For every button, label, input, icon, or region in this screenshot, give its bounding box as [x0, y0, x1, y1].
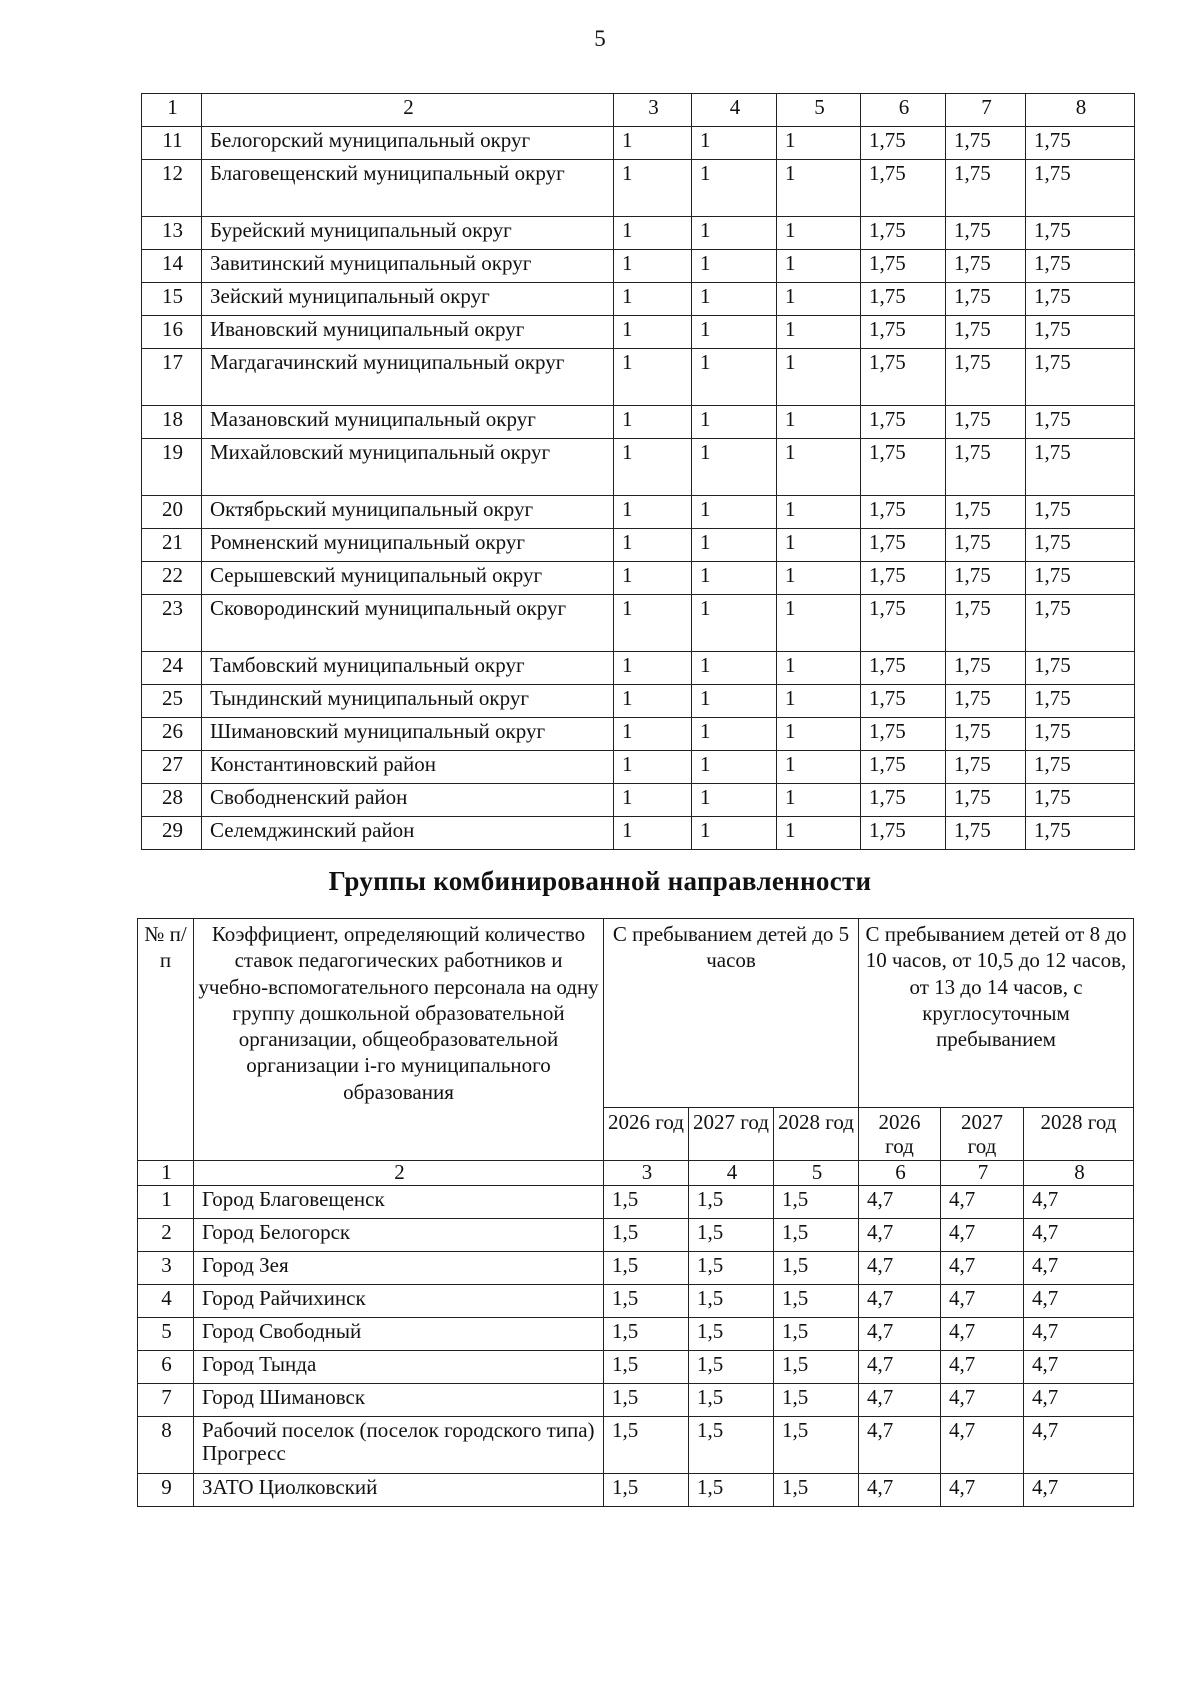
value-cell: 1 [777, 718, 861, 751]
row-number-cell: 1 [138, 1185, 194, 1218]
value-cell: 4,7 [859, 1383, 941, 1416]
value-cell: 1,75 [861, 529, 946, 562]
row-number-cell: 25 [142, 685, 202, 718]
header-coefficient: Коэффициент, определяющий количество ставок педагогических работников и учебно-вспомогательного персонала на одну группу дошкольной образовательной организации, общеобразовательной организации i-го муниципального образования [194, 919, 604, 1161]
row-number-cell: 7 [138, 1383, 194, 1416]
header-number: № п/п [138, 919, 194, 1161]
value-cell: 1,75 [861, 562, 946, 595]
table-row [142, 349, 1135, 406]
value-cell: 1 [692, 652, 777, 685]
value-cell: 1,75 [1026, 406, 1135, 439]
value-cell: 1 [614, 784, 692, 817]
table-row [142, 250, 1135, 283]
municipality-cell: Сковородинский муниципальный округ [202, 595, 614, 652]
value-cell: 1,75 [946, 751, 1026, 784]
value-cell: 1 [692, 751, 777, 784]
section-title: Группы комбинированной направленности [328, 866, 872, 896]
row-number-cell: 26 [142, 718, 202, 751]
value-cell: 1,75 [946, 652, 1026, 685]
value-cell: 4,7 [859, 1350, 941, 1383]
value-cell: 1,75 [946, 283, 1026, 316]
table-row [142, 127, 1135, 160]
value-cell: 1 [777, 496, 861, 529]
value-cell: 1 [777, 316, 861, 349]
header-year: 2026 год [604, 1108, 689, 1161]
value-cell: 1,5 [604, 1317, 689, 1350]
value-cell: 1,75 [861, 718, 946, 751]
column-number-cell: 7 [946, 94, 1026, 127]
value-cell: 1 [777, 595, 861, 652]
value-cell: 1 [692, 349, 777, 406]
value-cell: 1,75 [946, 439, 1026, 496]
value-cell: 1 [692, 406, 777, 439]
value-cell: 1 [777, 127, 861, 160]
value-cell: 4,7 [941, 1317, 1024, 1350]
municipality-cell: Свободненский район [202, 784, 614, 817]
value-cell: 1 [692, 283, 777, 316]
value-cell: 4,7 [859, 1218, 941, 1251]
value-cell: 1,75 [946, 784, 1026, 817]
value-cell: 1,5 [689, 1317, 774, 1350]
value-cell: 1,75 [861, 784, 946, 817]
value-cell: 1 [777, 250, 861, 283]
table-row [142, 595, 1135, 652]
value-cell: 4,7 [1024, 1185, 1134, 1218]
value-cell: 1,75 [861, 751, 946, 784]
municipality-cell: Город Тында [194, 1350, 604, 1383]
value-cell: 1,75 [861, 496, 946, 529]
value-cell: 1 [692, 250, 777, 283]
table-row [138, 1383, 1134, 1416]
row-number-cell: 19 [142, 439, 202, 496]
row-number-cell: 4 [138, 1284, 194, 1317]
value-cell: 4,7 [859, 1416, 941, 1473]
table-row [142, 751, 1135, 784]
value-cell: 1,5 [604, 1284, 689, 1317]
value-cell: 1,75 [1026, 496, 1135, 529]
row-number-cell: 24 [142, 652, 202, 685]
value-cell: 1,75 [1026, 652, 1135, 685]
table-row [142, 496, 1135, 529]
municipality-cell: Октябрьский муниципальный округ [202, 496, 614, 529]
header-group-extended-stay: С пребыванием детей от 8 до 10 часов, от 10,5 до 12 часов, от 13 до 14 часов, с круглосуточным пребыванием [859, 919, 1134, 1108]
row-number-cell: 28 [142, 784, 202, 817]
row-number-cell: 3 [138, 1251, 194, 1284]
value-cell: 1,75 [1026, 439, 1135, 496]
value-cell: 1,75 [946, 685, 1026, 718]
value-cell: 4,7 [859, 1185, 941, 1218]
table-row [138, 1473, 1134, 1506]
municipality-cell: Город Зея [194, 1251, 604, 1284]
value-cell: 1 [777, 217, 861, 250]
value-cell: 1,5 [689, 1251, 774, 1284]
municipality-cell: Магдагачинский муниципальный округ [202, 349, 614, 406]
value-cell: 1 [777, 160, 861, 217]
table-row [142, 316, 1135, 349]
municipality-cell: Ромненский муниципальный округ [202, 529, 614, 562]
municipality-cell: Бурейский муниципальный округ [202, 217, 614, 250]
table-row [142, 160, 1135, 217]
value-cell: 1,5 [689, 1416, 774, 1473]
value-cell: 4,7 [1024, 1317, 1134, 1350]
row-number-cell: 21 [142, 529, 202, 562]
table-row [142, 718, 1135, 751]
value-cell: 1,5 [774, 1383, 859, 1416]
header-year: 2027 год [689, 1108, 774, 1161]
row-number-cell: 11 [142, 127, 202, 160]
value-cell: 4,7 [941, 1218, 1024, 1251]
table-row [142, 562, 1135, 595]
municipality-cell: Тамбовский муниципальный округ [202, 652, 614, 685]
municipality-cell: Рабочий поселок (поселок городского типа) Прогресс [194, 1416, 604, 1473]
value-cell: 1 [614, 529, 692, 562]
table-row [138, 1350, 1134, 1383]
table-row [138, 1317, 1134, 1350]
value-cell: 1,5 [774, 1284, 859, 1317]
value-cell: 1,5 [604, 1416, 689, 1473]
column-number-cell: 7 [941, 1161, 1024, 1186]
municipality-cell: Константиновский район [202, 751, 614, 784]
column-number-cell: 1 [142, 94, 202, 127]
column-number-cell: 8 [1024, 1161, 1134, 1186]
value-cell: 4,7 [941, 1251, 1024, 1284]
row-number-cell: 20 [142, 496, 202, 529]
value-cell: 1 [692, 529, 777, 562]
value-cell: 1,75 [1026, 562, 1135, 595]
row-number-cell: 2 [138, 1218, 194, 1251]
value-cell: 1,5 [689, 1383, 774, 1416]
value-cell: 1,75 [946, 496, 1026, 529]
value-cell: 1,75 [861, 652, 946, 685]
value-cell: 1 [777, 685, 861, 718]
table-row [138, 1185, 1134, 1218]
value-cell: 1 [777, 652, 861, 685]
table-row [142, 529, 1135, 562]
value-cell: 1,75 [1026, 718, 1135, 751]
value-cell: 1,75 [861, 160, 946, 217]
row-number-cell: 13 [142, 217, 202, 250]
column-number-cell: 5 [774, 1161, 859, 1186]
column-number-cell: 5 [777, 94, 861, 127]
value-cell: 1 [692, 718, 777, 751]
row-number-cell: 14 [142, 250, 202, 283]
column-number-cell: 3 [604, 1161, 689, 1186]
value-cell: 1,75 [861, 217, 946, 250]
value-cell: 1,75 [1026, 595, 1135, 652]
table-row [142, 439, 1135, 496]
value-cell: 1 [692, 784, 777, 817]
value-cell: 1,75 [1026, 529, 1135, 562]
row-number-cell: 17 [142, 349, 202, 406]
value-cell: 1,5 [774, 1317, 859, 1350]
value-cell: 1 [692, 595, 777, 652]
combined-groups-table [137, 918, 1134, 1507]
value-cell: 1 [692, 217, 777, 250]
value-cell: 1 [777, 406, 861, 439]
value-cell: 4,7 [941, 1473, 1024, 1506]
value-cell: 4,7 [859, 1473, 941, 1506]
value-cell: 1,75 [1026, 217, 1135, 250]
value-cell: 1 [614, 751, 692, 784]
value-cell: 1,75 [861, 316, 946, 349]
value-cell: 1,5 [689, 1350, 774, 1383]
value-cell: 1 [692, 160, 777, 217]
value-cell: 1,5 [774, 1350, 859, 1383]
municipality-cell: Город Шимановск [194, 1383, 604, 1416]
value-cell: 1,5 [604, 1218, 689, 1251]
value-cell: 4,7 [941, 1284, 1024, 1317]
value-cell: 1,75 [946, 160, 1026, 217]
municipality-cell: Шимановский муниципальный округ [202, 718, 614, 751]
value-cell: 1,75 [861, 406, 946, 439]
value-cell: 1 [777, 283, 861, 316]
value-cell: 1,75 [946, 316, 1026, 349]
value-cell: 1 [614, 439, 692, 496]
value-cell: 1 [614, 250, 692, 283]
value-cell: 1 [777, 562, 861, 595]
value-cell: 1 [614, 349, 692, 406]
municipality-cell: Благовещенский муниципальный округ [202, 160, 614, 217]
value-cell: 4,7 [1024, 1284, 1134, 1317]
municipality-cell: Михайловский муниципальный округ [202, 439, 614, 496]
value-cell: 1,75 [1026, 316, 1135, 349]
table-row [142, 217, 1135, 250]
column-number-cell: 6 [859, 1161, 941, 1186]
value-cell: 1,75 [1026, 751, 1135, 784]
table-row [138, 1416, 1134, 1473]
value-cell: 1 [614, 283, 692, 316]
column-number-row [142, 94, 1135, 127]
row-number-cell: 5 [138, 1317, 194, 1350]
value-cell: 1,5 [689, 1284, 774, 1317]
value-cell: 1 [777, 751, 861, 784]
value-cell: 1,75 [946, 817, 1026, 850]
municipality-cell: Город Свободный [194, 1317, 604, 1350]
value-cell: 1,75 [861, 439, 946, 496]
value-cell: 1 [692, 439, 777, 496]
row-number-cell: 23 [142, 595, 202, 652]
value-cell: 4,7 [1024, 1473, 1134, 1506]
municipality-cell: Селемджинский район [202, 817, 614, 850]
value-cell: 1,5 [689, 1473, 774, 1506]
value-cell: 1,75 [946, 406, 1026, 439]
value-cell: 1 [614, 652, 692, 685]
value-cell: 1,75 [946, 127, 1026, 160]
municipality-cell: Завитинский муниципальный округ [202, 250, 614, 283]
row-number-cell: 22 [142, 562, 202, 595]
header-year: 2026 год [859, 1108, 941, 1161]
value-cell: 1,5 [604, 1251, 689, 1284]
value-cell: 1 [692, 562, 777, 595]
municipality-cell: Город Райчихинск [194, 1284, 604, 1317]
table-row [142, 283, 1135, 316]
header-group-up-to-5-hours: С пребыванием детей до 5 часов [604, 919, 859, 1108]
value-cell: 4,7 [859, 1251, 941, 1284]
value-cell: 1 [614, 817, 692, 850]
value-cell: 1 [614, 127, 692, 160]
value-cell: 1,75 [861, 283, 946, 316]
page-number: 5 [594, 26, 606, 51]
row-number-cell: 15 [142, 283, 202, 316]
table-row [142, 784, 1135, 817]
value-cell: 1,75 [1026, 349, 1135, 406]
header-year: 2028 год [774, 1108, 859, 1161]
value-cell: 1 [614, 562, 692, 595]
column-number-cell: 8 [1026, 94, 1135, 127]
coefficients-table-continued [141, 93, 1135, 850]
header-year: 2027 год [941, 1108, 1024, 1161]
value-cell: 4,7 [941, 1185, 1024, 1218]
table-row [142, 817, 1135, 850]
value-cell: 1,5 [689, 1218, 774, 1251]
row-number-cell: 8 [138, 1416, 194, 1473]
value-cell: 1,5 [604, 1473, 689, 1506]
value-cell: 1,5 [774, 1251, 859, 1284]
value-cell: 1 [777, 349, 861, 406]
value-cell: 4,7 [1024, 1350, 1134, 1383]
value-cell: 1,5 [774, 1416, 859, 1473]
value-cell: 1 [692, 496, 777, 529]
value-cell: 4,7 [1024, 1218, 1134, 1251]
municipality-cell: Серышевский муниципальный округ [202, 562, 614, 595]
value-cell: 1,75 [1026, 283, 1135, 316]
value-cell: 1 [614, 316, 692, 349]
municipality-cell: Зейский муниципальный округ [202, 283, 614, 316]
municipality-cell: Город Белогорск [194, 1218, 604, 1251]
value-cell: 1,75 [946, 349, 1026, 406]
municipality-cell: Мазановский муниципальный округ [202, 406, 614, 439]
value-cell: 1,75 [946, 217, 1026, 250]
table-row [142, 685, 1135, 718]
value-cell: 1,75 [946, 529, 1026, 562]
value-cell: 4,7 [941, 1383, 1024, 1416]
value-cell: 1,75 [946, 595, 1026, 652]
row-number-cell: 18 [142, 406, 202, 439]
value-cell: 1 [777, 784, 861, 817]
value-cell: 1,75 [861, 349, 946, 406]
value-cell: 1,75 [861, 127, 946, 160]
value-cell: 1,75 [1026, 250, 1135, 283]
value-cell: 1,75 [861, 595, 946, 652]
value-cell: 1,5 [689, 1185, 774, 1218]
municipality-cell: Белогорский муниципальный округ [202, 127, 614, 160]
value-cell: 1,75 [1026, 784, 1135, 817]
value-cell: 1 [777, 439, 861, 496]
table-row [142, 406, 1135, 439]
table-row [138, 1218, 1134, 1251]
value-cell: 4,7 [1024, 1251, 1134, 1284]
value-cell: 4,7 [1024, 1383, 1134, 1416]
value-cell: 4,7 [941, 1350, 1024, 1383]
value-cell: 1,5 [604, 1185, 689, 1218]
value-cell: 1,75 [861, 250, 946, 283]
value-cell: 1 [614, 406, 692, 439]
column-number-cell: 4 [692, 94, 777, 127]
row-number-cell: 29 [142, 817, 202, 850]
value-cell: 1,75 [946, 250, 1026, 283]
value-cell: 4,7 [941, 1416, 1024, 1473]
value-cell: 1 [614, 685, 692, 718]
row-number-cell: 27 [142, 751, 202, 784]
column-number-cell: 4 [689, 1161, 774, 1186]
value-cell: 1,75 [1026, 160, 1135, 217]
value-cell: 1,75 [1026, 817, 1135, 850]
value-cell: 1,75 [946, 562, 1026, 595]
municipality-cell: Ивановский муниципальный округ [202, 316, 614, 349]
value-cell: 1 [614, 718, 692, 751]
column-number-cell: 1 [138, 1161, 194, 1186]
municipality-cell: Город Благовещенск [194, 1185, 604, 1218]
table-row [142, 652, 1135, 685]
value-cell: 4,7 [859, 1317, 941, 1350]
value-cell: 1 [692, 685, 777, 718]
value-cell: 1 [614, 160, 692, 217]
value-cell: 1,75 [946, 718, 1026, 751]
value-cell: 1,5 [604, 1383, 689, 1416]
value-cell: 1 [614, 217, 692, 250]
value-cell: 1,5 [774, 1473, 859, 1506]
value-cell: 1,75 [861, 685, 946, 718]
value-cell: 1,75 [861, 817, 946, 850]
value-cell: 1 [692, 127, 777, 160]
value-cell: 1 [614, 595, 692, 652]
row-number-cell: 12 [142, 160, 202, 217]
value-cell: 1,5 [774, 1218, 859, 1251]
value-cell: 1 [614, 496, 692, 529]
table-row [138, 1251, 1134, 1284]
value-cell: 1 [692, 316, 777, 349]
column-number-cell: 3 [614, 94, 692, 127]
table-row [138, 1284, 1134, 1317]
value-cell: 1,75 [1026, 127, 1135, 160]
row-number-cell: 6 [138, 1350, 194, 1383]
value-cell: 4,7 [859, 1284, 941, 1317]
row-number-cell: 9 [138, 1473, 194, 1506]
column-number-row [138, 1161, 1134, 1186]
column-number-cell: 2 [194, 1161, 604, 1186]
value-cell: 1,75 [1026, 685, 1135, 718]
row-number-cell: 16 [142, 316, 202, 349]
value-cell: 1,5 [774, 1185, 859, 1218]
municipality-cell: ЗАТО Циолковский [194, 1473, 604, 1506]
value-cell: 1,5 [604, 1350, 689, 1383]
value-cell: 1 [777, 529, 861, 562]
municipality-cell: Тындинский муниципальный округ [202, 685, 614, 718]
column-number-cell: 2 [202, 94, 614, 127]
header-year: 2028 год [1024, 1108, 1134, 1161]
value-cell: 1 [692, 817, 777, 850]
value-cell: 1 [777, 817, 861, 850]
value-cell: 4,7 [1024, 1416, 1134, 1473]
column-number-cell: 6 [861, 94, 946, 127]
